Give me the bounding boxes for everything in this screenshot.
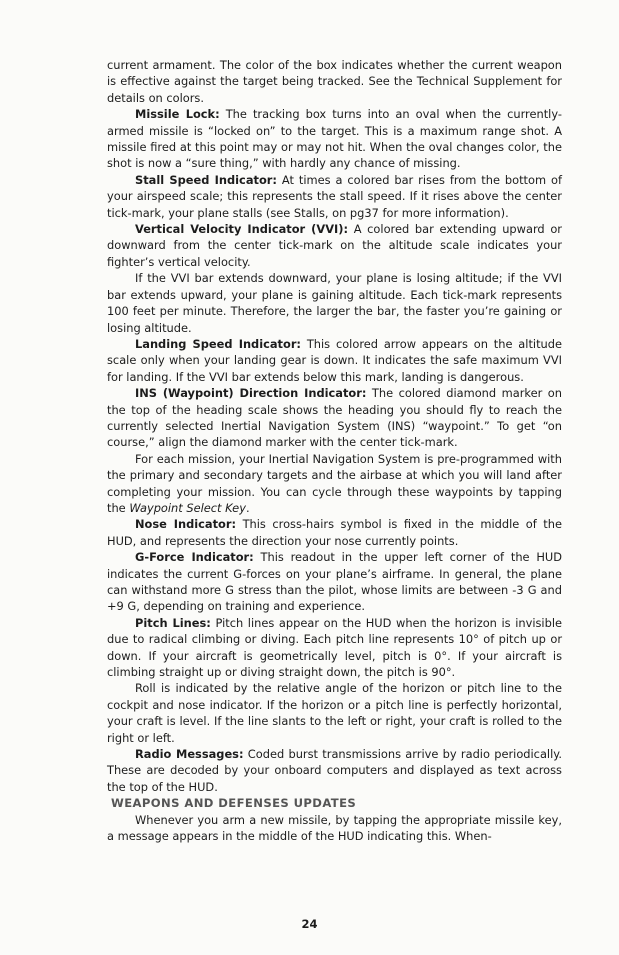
paragraph-p1 [107,106,562,172]
paragraph-p2 [107,172,562,221]
paragraph-p6 [107,385,562,451]
paragraph-text: This cross-hairs symbol is fixed in the middle of the HUD, and represents the direction your nose currently points. [107,517,562,548]
paragraph-text: Roll is indicated by the relative angle of the horizon or pitch line to the cockpit and nose indicator. If the horizon or a pitch line is perfectly horizontal, your craft is level. If the line slants to the left or right, your craft is rolled to the right or left. [107,681,562,745]
page-body [107,57,562,845]
paragraph-p7 [107,451,562,517]
paragraph-p5 [107,336,562,385]
paragraph-text: This colored arrow appears on the altitude scale only when your landing gear is down. It indicates the safe maximum VVI for landing. If the VVI bar extends below this mark, landing is dangerous. [107,336,562,384]
paragraph-term: Stall Speed Indicator: [135,172,277,187]
paragraph-text: The tracking box turns into an oval when the currently-armed missile is “locked on” to the target. This is a maximum range shot. A missile fired at this point may or may not hit. When the oval changes color, the shot is now a “sure thing,” with hardly any chance of missing. [107,107,562,171]
paragraph-text: For each mission, your Inertial Navigation System is pre-programmed with the primary and secondary targets and the airbase at which you will land after completing your mission. You can cycle through these waypoints by tapping the [107,451,562,515]
paragraph-p3 [107,221,562,270]
page-number: 24 [301,917,318,931]
paragraph-list [107,57,562,795]
paragraph-p10 [107,615,562,681]
paragraph-term: Vertical Velocity Indicator (VVI): [135,222,349,237]
paragraph-term: Radio Messages: [135,747,244,762]
paragraph-text: current armament. The color of the box indicates whether the current weapon is effective against the target being tracked. See the Technical Supplement for details on colors. [107,58,562,105]
paragraph-p9 [107,549,562,615]
key-name: Waypoint Select Key [129,500,246,515]
paragraph-text: Coded burst transmissions arrive by radio periodically. These are decoded by your onboard computers and displayed as text across the top of the HUD. [107,747,562,794]
paragraph-p11 [107,680,562,746]
paragraph-text: If the VVI bar extends downward, your plane is losing altitude; if the VVI bar extends upward, your plane is gaining altitude. Each tick-mark represents 100 feet per minute. Therefore, the larger the bar, the faster you’re gaining or losing altitude. [107,271,562,335]
paragraph-text: A colored bar extending upward or downward from the center tick-mark on the altitude scale indicates your fighter’s vertical velocity. [107,222,562,269]
section-heading: WEAPONS AND DEFENSES UPDATES [111,796,357,811]
paragraph-tail: . [245,500,250,515]
paragraph-p12 [107,746,562,795]
paragraph-term: Landing Speed Indicator: [135,336,301,351]
paragraph-p8 [107,516,562,549]
paragraph-term: INS (Waypoint) Direction Indicator: [135,386,367,401]
section-paragraph: Whenever you arm a new missile, by tapping the appropriate missile key, a message appears in the middle of the HUD indicating this. When- [107,812,562,844]
paragraph-term: Nose Indicator: [135,517,237,532]
paragraph-text: The colored diamond marker on the top of the heading scale shows the heading you should fly to reach the currently selected Inertial Navigation System (INS) “waypoint.” To get “on course,” align the diamond marker with the center tick-mark. [107,386,562,450]
paragraph-text: This readout in the upper left corner of the HUD indicates the current G-forces on your plane’s airframe. In general, the plane can withstand more G stress than the pilot, whose limits are between -3 G and +9 G, depending on training and experience. [107,550,562,614]
paragraph-text: At times a colored bar rises from the bottom of your airspeed scale; this represents the stall speed. If it rises above the center tick-mark, your plane stalls (see Stalls, on pg37 for more information). [107,172,562,220]
paragraph-text: Pitch lines appear on the HUD when the horizon is invisible due to radical climbing or diving. Each pitch line represents 10° of pitch up or down. If your aircraft is geometrically level, pitch is 0°. If your aircraft is climbing straight up or diving straight down, the pitch is 90°. [107,615,562,680]
paragraph-term: G-Force Indicator: [135,550,254,565]
paragraph-term: Pitch Lines: [135,615,211,630]
paragraph-p0 [107,57,562,106]
paragraph-term: Missile Lock: [135,107,220,122]
paragraph-p4 [107,270,562,336]
